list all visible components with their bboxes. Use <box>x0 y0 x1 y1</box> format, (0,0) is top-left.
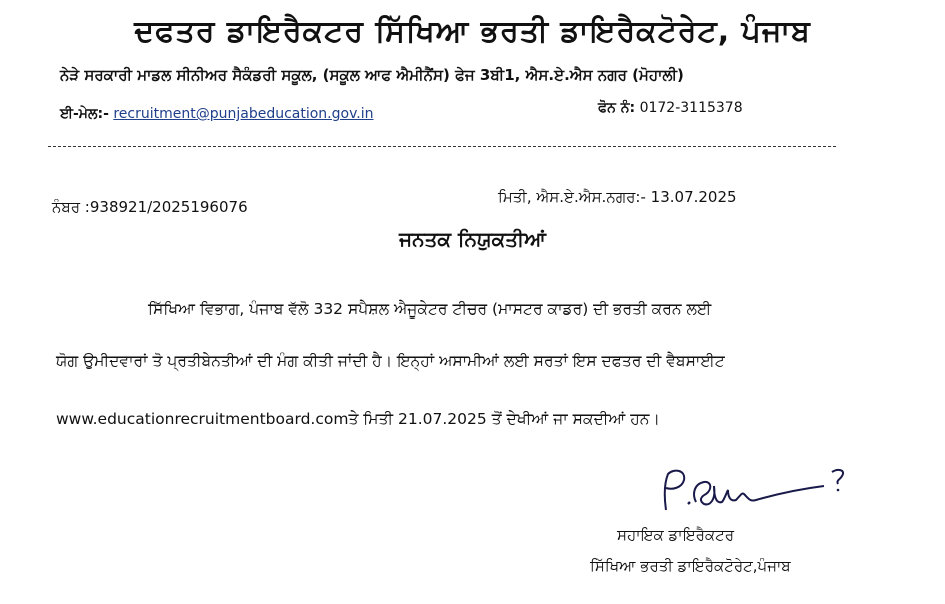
notice-line-2: ਯੋਗ ਉਮੀਦਵਾਰਾਂ ਤੋ ਪ੍ਰਤੀਬੇਨਤੀਆਂ ਦੀ ਮੰਗ ਕੀਤੀ ਜਾਂਦੀ ਹੈ। ਇਨ੍ਹਾਂ ਅਸਾਮੀਆਂ ਲਈ ਸਰਤਾਂ ਇਸ ਦਫਤਰ ਦੀ ਵੈਬਸਾਈਟ <box>56 352 725 370</box>
email-link[interactable]: recruitment@punjabeducation.gov.in <box>113 106 374 122</box>
notice-line-3: www.educationrecruitmentboard.comਤੇ ਮਿਤੀ 21.07.2025 ਤੋਂ ਦੇਖੀਆਂ ਜਾ ਸਕਦੀਆਂ ਹਨ। <box>56 410 660 428</box>
phone-number: 0172-3115378 <box>639 100 743 116</box>
issue-date: ਮਿਤੀ, ਐਸ.ਏ.ਐਸ.ਨਗਰ:- 13.07.2025 <box>498 188 737 206</box>
phone-row <box>598 100 743 116</box>
reference-number: ਨੰਬਰ :938921/2025196076 <box>52 198 248 216</box>
notice-heading: ਜਨਤਕ ਨਿਯੁਕਤੀਆਂ <box>399 227 546 251</box>
header-divider <box>48 146 836 147</box>
signatory-title: ਸਹਾਇਕ ਡਾਇਰੈਕਟਰ <box>617 526 735 544</box>
office-title: ਦਫਤਰ ਡਾਇਰੈਕਟਰ ਸਿੱਖਿਆ ਭਰਤੀ ਡਾਇਰੈਕਟੋਰੇਟ, ਪੰਜਾਬ <box>134 14 811 49</box>
phone-label: ਫੋਨ ਨੰ: <box>598 100 636 116</box>
office-address: ਨੇੜੇ ਸਰਕਾਰੀ ਮਾਡਲ ਸੀਨੀਅਰ ਸੈਕੰਡਰੀ ਸਕੂਲ, (ਸਕੂਲ ਆਫ ਐਮੀਨੈਂਸ) ਫੇਜ 3ਬੀ1, ਐਸ.ਏ.ਐਸ ਨਗਰ (ਮੋਹਾਲੀ) <box>60 66 684 84</box>
notice-line-1: ਸਿੱਖਿਆ ਵਿਭਾਗ, ਪੰਜਾਬ ਵੱਲੋ 332 ਸਪੈਸ਼ਲ ਐਜੂਕੇਟਰ ਟੀਚਰ (ਮਾਸਟਰ ਕਾਡਰ) ਦੀ ਭਰਤੀ ਕਰਨ ਲਈ <box>148 300 712 318</box>
handwritten-signature <box>652 466 862 518</box>
email-row <box>60 106 374 122</box>
signatory-office: ਸਿੱਖਿਆ ਭਰਤੀ ਡਾਇਰੈਕਟੋਰੇਟ,ਪੰਜਾਬ <box>590 557 791 575</box>
email-label: ਈ-ਮੇਲ:- <box>60 106 109 122</box>
